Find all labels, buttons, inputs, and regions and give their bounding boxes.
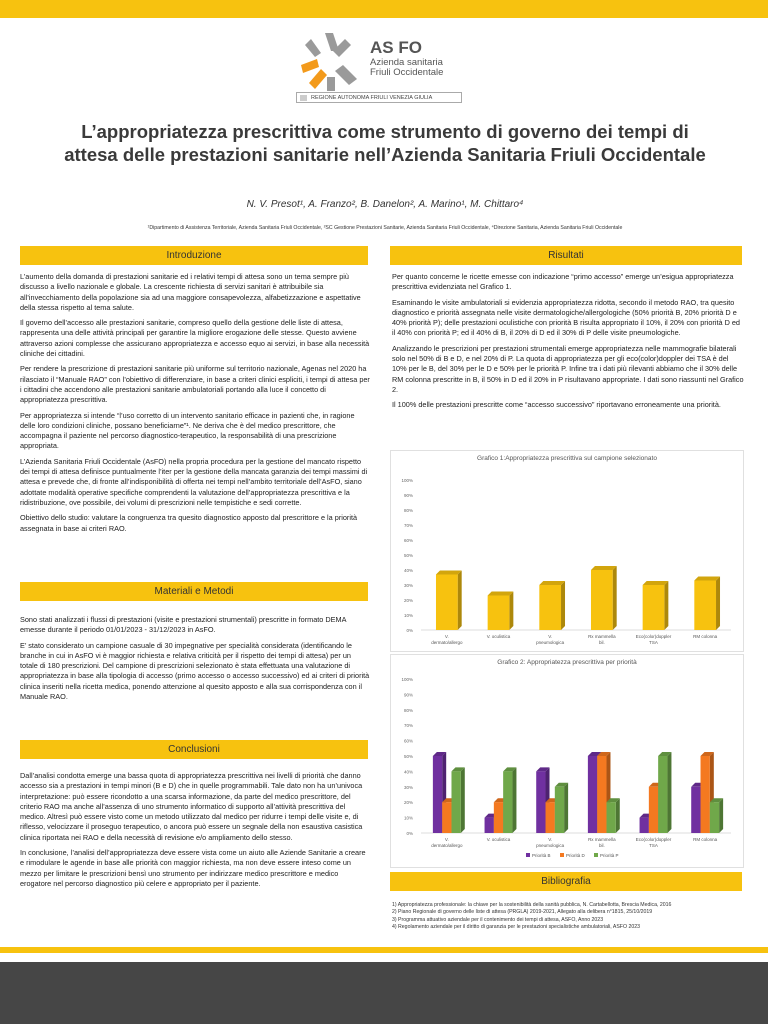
- bar: [536, 771, 545, 833]
- y-tick-label: 80%: [403, 508, 413, 513]
- bibliography-item: 2) Piano Regionale di governo delle liste di attesa (PRGLA) 2019-2021, Allegato alla delibera n°1815, 25/10/2019: [392, 909, 653, 916]
- bar-side: [564, 783, 568, 833]
- y-tick-label: 60%: [403, 538, 413, 543]
- bar-side: [461, 767, 465, 833]
- chart-2: [390, 654, 744, 868]
- methods-paragraph: E’ stato considerato un campione casuale di 30 impegnative per specialità considerata (identificando le branche in cui in AsFO vi è maggior richiesta e relativa criticità per il rispetto dei tempi di attesa) per un totale di 180 prescrizioni. Del campione di prescrizioni selezionato è stata effettuata una valutazione di appropriatezza in base alla tipologia di accesso (primo accesso o accesso successivo) ed ai criteri di priorità clinica inseriti nella ricetta medica, ponendo attenzione al quesito apposto e alla sua corrispondenza con il Manuale RAO.: [20, 640, 370, 702]
- x-tick-label: Rx mammella: [588, 837, 616, 842]
- bar-side: [719, 798, 723, 833]
- results-text: [392, 272, 744, 416]
- y-tick-label: 40%: [403, 769, 413, 775]
- bar-top: [694, 577, 720, 581]
- bar-side: [664, 581, 668, 630]
- chart-1-plot: [391, 465, 743, 650]
- bar-side: [512, 767, 516, 833]
- y-tick-label: 50%: [403, 553, 413, 558]
- legend-swatch: [594, 853, 598, 857]
- legend-label: Priorità B: [532, 853, 551, 858]
- y-tick-label: 50%: [403, 754, 413, 759]
- bar: [643, 585, 665, 630]
- bar: [546, 802, 555, 833]
- y-tick-label: 30%: [403, 583, 413, 588]
- bar-top: [488, 592, 514, 596]
- bar-side: [561, 581, 565, 630]
- footer-accent-line: [0, 947, 768, 953]
- bibliography-item: 4) Regolamento aziendale per il diritto di garanzia per le prestazioni specialistiche ambulatoriali, ASFO 2023: [392, 924, 640, 931]
- bar: [606, 802, 615, 833]
- bar: [494, 802, 503, 833]
- x-tick-label: V.: [444, 837, 449, 842]
- results-paragraph: Il 100% delle prestazioni prescritte come “accesso successivo” riportavano erroneamente una priorità.: [392, 400, 721, 410]
- y-tick-label: 80%: [403, 707, 413, 713]
- bar: [649, 787, 658, 833]
- y-tick-label: 20%: [403, 800, 413, 806]
- results-paragraph: Analizzando le prescrizioni per prestazioni strumentali emerge appropriatezza nelle mammografie bilaterali solo nel 50% di B e D, e nel 20% di P. La quota di appropriatezza per gli eco(color)doppler dei TSA è del 10% per le B, del 30% per le D e 50% per le priorità P. Infine tra i dati più rilevanti abbiamo che il 30% delle RM colonna prescritte in B, il 50% in D ed il 20% in P risultavano appropriate. I dati sono riassunti nel Grafico 2.: [392, 343, 744, 394]
- logo-line1: Azienda sanitaria: [370, 57, 443, 68]
- bar-top: [643, 581, 669, 585]
- y-tick-label: 0%: [406, 628, 413, 633]
- intro-paragraph: Obiettivo dello studio: valutare la congruenza tra quesito diagnostico apposto dal prescrittore e la priorità assegnata in base ai criteri RAO.: [20, 513, 358, 533]
- footer-bar: [0, 962, 768, 1024]
- conclusions-paragraph: Dall’analisi condotta emerge una bassa quota di appropriatezza prescrittiva nei livelli di priorità che danno accesso sia a prestazioni in tempi minori (B e D) che in quelle programmabili. Tale dato non ha un’univoca interpretazione: può essere ricondotto a una scarsa informazione, da parte del medico prescrittore, del criterio RAO ma anche all’assenza di uno strumento informatico di supporto all’attività prescrittiva del medico. Altresì può essere visto come un metodo utilizzato dal medico per ridurre i tempi delle visite e, di riflesso, velocizzare il proseguo terapeutico, o ancora può essere un segnale della non esaustiva casistica clinica riportata nei RAO e della necessità di revisione e/o ampliamento dello stesso.: [20, 771, 363, 842]
- legend-label: Priorità P: [600, 853, 619, 858]
- bar-side: [458, 571, 462, 631]
- bar: [539, 585, 561, 630]
- y-tick-label: 20%: [403, 598, 413, 603]
- x-tick-label: TSA: [649, 640, 658, 645]
- bibliography-list: [392, 902, 742, 932]
- bar: [640, 818, 649, 833]
- bar: [442, 802, 451, 833]
- results-paragraph: Esaminando le visite ambulatoriali si evidenzia appropriatezza ridotta, secondo il metodo RAO, tra quesito diagnostico e priorità assegnata nelle visite dermatologiche/allergologiche (50% priorità B, 20% priorità D e 40% priorità P); delle prestazioni oculistiche con priorità B risulta appropriato il 10%, il 20% con priorità D ed il 40% con priorità P; ed il 40% di B, il 20% di D ed il 30% di P delle visite pneumologiche.: [392, 297, 740, 338]
- y-tick-label: 0%: [406, 831, 413, 836]
- x-tick-label: Eco(color)doppler: [635, 837, 672, 842]
- bar-side: [616, 798, 620, 833]
- chart-1: [390, 450, 744, 652]
- y-tick-label: 100%: [401, 478, 413, 483]
- intro-paragraph: Il governo dell’accesso alle prestazioni sanitarie, compreso quello della gestione delle liste di attesa, rappresenta una delle attività principali per garantire la migliore erogazione delle stesse. Questo avviene attraverso azioni complesse che assicurano appropriatezza e accesso equo ai servizi, in base alla necessità cliniche dei cittadini.: [20, 318, 370, 359]
- x-tick-label: V.: [548, 837, 553, 842]
- chart-2-title: Grafico 2: Appropriatezza prescrittiva per priorità: [497, 659, 637, 666]
- bar: [485, 818, 494, 833]
- results-heading: Risultati: [390, 246, 742, 265]
- bar: [555, 787, 564, 833]
- x-tick-label: Rx mammella: [588, 634, 616, 639]
- chart-2-plot: [391, 669, 743, 867]
- bar: [588, 756, 597, 833]
- bar-side: [613, 566, 617, 630]
- methods-paragraph: Sono stati analizzati i flussi di prestazioni (visite e prestazioni strumentali) prescritte in formato DEMA emesse durante il periodo 01/01/2023 - 31/12/2023 in AsFO.: [20, 615, 347, 635]
- x-tick-label: dermato/allergo: [431, 640, 463, 645]
- bar: [591, 570, 613, 630]
- legend-swatch: [526, 853, 530, 857]
- methods-text: [20, 615, 370, 707]
- bar: [658, 756, 667, 833]
- bibliography-item: 1) Appropriatezza professionale: la chiave per la sostenibilità della sanità pubblica, N. Cartabellotta, Brescia Medica, 2016: [392, 902, 672, 908]
- bar: [597, 756, 606, 833]
- legend-label: Priorità D: [566, 853, 585, 858]
- bar: [694, 581, 716, 631]
- conclusions-paragraph: In conclusione, l’analisi dell’appropriatezza deve essere vista come un aiuto alle Aziende Sanitarie a creare e rimodulare le agende in base alle priorità con maggior richiesta, ma non deve essere inteso come un mezzo per limitare le prescrizioni bensì uno strumento per indirizzare medico prescrittore e medico erogatore nel percorso diagnostico più celere e appropriato per il paziente.: [20, 848, 366, 888]
- region-banner: [296, 92, 462, 103]
- bar: [488, 596, 510, 631]
- bar: [691, 787, 700, 833]
- intro-text: [20, 272, 370, 539]
- bar: [433, 756, 442, 833]
- x-tick-label: V. oculistica: [486, 837, 511, 842]
- bar-side: [509, 592, 513, 631]
- intro-paragraph: Per rendere la prescrizione di prestazioni sanitarie più uniforme sul territorio nazionale, Agenas nel 2020 ha rilasciato il “Manuale RAO” con l’obiettivo di differenziare, in base a criteri clinici espliciti, i tempi di attesa per i cittadini che accendono alle prestazioni sanitarie ambulatoriali portando alla luce il concetto di appropriatezza prescrittiva.: [20, 364, 370, 405]
- x-tick-label: bil.: [598, 843, 605, 848]
- logo-name: AS FO: [370, 38, 422, 57]
- chart-1-title: Grafico 1:Appropriatezza prescrittiva sul campione selezionato: [477, 455, 657, 462]
- y-tick-label: 60%: [403, 738, 413, 744]
- x-tick-label: pneumologica: [536, 843, 565, 848]
- x-tick-label: RM colonna: [693, 634, 718, 639]
- region-flag-icon: [300, 95, 307, 101]
- bar: [701, 756, 710, 833]
- affiliations: ¹Dipartimento di Assistenza Territoriale, Azienda Sanitaria Friuli Occidentale, ²SC Gestione Prestazioni Sanitarie, Azienda Sanitaria Friuli Occidentale, ⁴Direzione Sanitaria, Azienda Sanitaria Friuli Occidentale: [147, 225, 623, 231]
- x-tick-label: Eco(color)doppler: [635, 634, 672, 639]
- logo-subtitle: [370, 58, 443, 78]
- x-tick-label: pneumologica: [536, 640, 565, 645]
- y-tick-label: 70%: [403, 723, 413, 729]
- bar: [436, 575, 458, 631]
- y-tick-label: 10%: [403, 815, 413, 821]
- y-tick-label: 40%: [403, 568, 413, 573]
- bibliography-item: 3) Programma attuativo aziendale per il contenimento dei tempi di attesa, ASFO, Anno 2023: [392, 916, 604, 923]
- bibliography-heading: Bibliografia: [390, 872, 742, 891]
- x-tick-label: V.: [548, 634, 553, 639]
- x-tick-label: TSA: [649, 843, 658, 848]
- intro-paragraph: L’aumento della domanda di prestazioni sanitarie ed i relativi tempi di attesa sono un tema sempre più discusso a livello nazionale e globale. La crescente richiesta di servizi sanitari è attribuibile sia all’invecchiamento della popolazione sia ad una maggiore consapevolezza, alfabetizzazione e aspettative della stessa rispetto al tema salute.: [20, 272, 361, 312]
- x-tick-label: bil.: [598, 640, 605, 645]
- bar-side: [667, 752, 671, 833]
- bar: [503, 771, 512, 833]
- results-paragraph: Per quanto concerne le ricette emesse con indicazione “primo accesso” emerge un’esigua appropriatezza prescrittiva evidenziata nel Grafico 1.: [392, 272, 734, 292]
- intro-paragraph: Per appropriatezza si intende “l’uso corretto di un intervento sanitario efficace in pazienti che, in ragione delle loro condizioni cliniche, possano beneficiarne”¹. Ne deriva che è del medico prescrittore, che accompagna il paziente nel percorso diagnostico-terapeutico, la responsabilità di una prescrizione appropriata.: [20, 410, 355, 451]
- x-tick-label: RM colonna: [693, 837, 718, 842]
- y-tick-label: 100%: [401, 677, 413, 682]
- bar-top: [591, 566, 617, 570]
- y-tick-label: 90%: [403, 692, 413, 698]
- conclusions-text: [20, 771, 370, 894]
- x-tick-label: V.: [444, 634, 449, 639]
- bar-top: [539, 581, 565, 585]
- bar-side: [716, 577, 720, 631]
- bar: [710, 802, 719, 833]
- top-bar: [0, 0, 768, 18]
- region-label: REGIONE AUTONOMA FRIULI VENEZIA GIULIA: [311, 95, 433, 101]
- poster-title: L’appropriatezza prescrittiva come strumento di governo dei tempi di attesa delle prestazioni sanitarie nell’Azienda Sanitaria Friuli Occidentale: [64, 121, 706, 165]
- authors: N. V. Presot¹, A. Franzo², B. Danelon², A. Marino¹, M. Chittaro⁴: [246, 199, 524, 210]
- x-tick-label: dermato/allergo: [431, 843, 463, 848]
- y-tick-label: 30%: [403, 784, 413, 790]
- intro-paragraph: L’Azienda Sanitaria Friuli Occidentale (AsFO) nella propria procedura per la gestione del mancato rispetto dei tempi di attesa definisce puntualmente l’iter per la gestione della mancata garanzia dei tempi massimi di attesa e prevede che, di fronte all’indisponibilità di offerta nei tempi nell’ambito territoriale dell’AsFO, siano adottate modalità operative specifiche comprendenti la valutazione dell’appropriatezza prescrittiva e la ridistribuzione, ove possibile, dei volumi di prescrizioni nelle tempistiche e sedi corrette.: [20, 456, 368, 507]
- conclusions-heading: Conclusioni: [20, 740, 368, 759]
- logo-line2: Friuli Occidentale: [370, 67, 444, 78]
- bar-top: [436, 571, 462, 575]
- y-tick-label: 70%: [403, 523, 413, 528]
- bar: [451, 771, 460, 833]
- x-tick-label: V. oculistica: [486, 634, 511, 639]
- methods-heading: Materiali e Metodi: [20, 582, 368, 601]
- intro-heading: Introduzione: [20, 246, 368, 265]
- y-tick-label: 90%: [403, 493, 413, 498]
- y-tick-label: 10%: [403, 613, 413, 618]
- legend-swatch: [560, 853, 564, 857]
